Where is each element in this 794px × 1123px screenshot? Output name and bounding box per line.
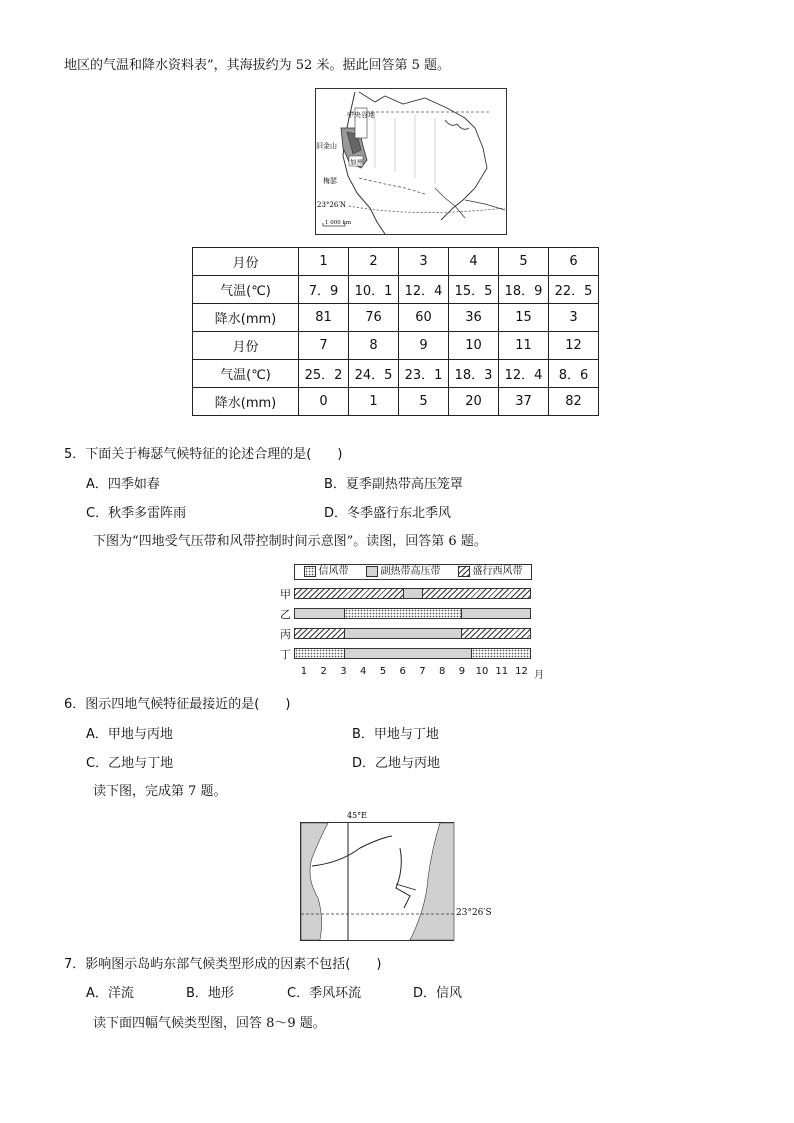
table-cell: 7．9: [299, 276, 349, 304]
central-valley-label: 中央谷地: [347, 111, 375, 119]
table-row: [193, 388, 599, 416]
table-cell: 1: [349, 388, 399, 416]
table-cell: 25．2: [299, 360, 349, 388]
question-5-option-b[interactable]: B．夏季副热带高压笼罩: [324, 477, 463, 492]
belt-row-label: 乙: [280, 608, 291, 621]
climate-table: [192, 247, 599, 416]
california-label: 加州: [350, 158, 363, 166]
table-cell: 15．5: [449, 276, 499, 304]
belt-segment-gray: [403, 589, 423, 598]
legend-swatch-hatch: [458, 566, 470, 577]
island-map: [300, 808, 500, 942]
question-6-stem: 6．图示四地气候特征最接近的是( ): [64, 697, 291, 712]
table-cell: 6: [549, 248, 599, 276]
intro-q7-text: 读下图，完成第 7 题。: [93, 784, 227, 799]
table-row: [193, 304, 599, 332]
belt-row-bar: [294, 648, 531, 659]
row-label-temp: 气温(℃): [193, 276, 299, 304]
table-cell: 8．6: [549, 360, 599, 388]
question-7-option-b[interactable]: B．地形: [186, 986, 234, 1001]
month-tick-label: 9: [458, 666, 466, 677]
month-unit-label: 月: [534, 670, 544, 681]
table-cell: 36: [449, 304, 499, 332]
month-tick-label: 11: [495, 666, 509, 677]
row-label-month: 月份: [193, 332, 299, 360]
belt-segment-hatch: [422, 589, 530, 598]
belt-segment-gray: [344, 629, 462, 638]
tropic-label: 23°26′N: [317, 201, 347, 209]
month-tick-label: 2: [320, 666, 327, 677]
row-label-temp: 气温(℃): [193, 360, 299, 388]
table-cell: 20: [449, 388, 499, 416]
question-6-option-c[interactable]: C．乙地与丁地: [86, 756, 174, 771]
table-cell: 12．4: [399, 276, 449, 304]
table-cell: 8: [349, 332, 399, 360]
table-cell: 3: [549, 304, 599, 332]
belt-segment-dot: [344, 609, 462, 618]
month-tick-label: 5: [379, 666, 387, 677]
north-america-map-figure: [315, 88, 507, 235]
table-cell: 11: [499, 332, 549, 360]
belt-row-bar: [294, 628, 531, 639]
legend-subtropical-high: [366, 565, 441, 579]
question-5-stem: 5．下面关于梅瑟气候特征的论述合理的是( ): [64, 447, 343, 462]
table-row: [193, 360, 599, 388]
table-cell: 0: [299, 388, 349, 416]
month-tick-label: 6: [399, 666, 406, 677]
legend-swatch-gray: [366, 566, 378, 577]
table-cell: 23．1: [399, 360, 449, 388]
question-6-option-a[interactable]: A．甲地与丙地: [86, 727, 173, 742]
table-cell: 37: [499, 388, 549, 416]
month-tick-label: 1: [300, 666, 308, 677]
table-cell: 2: [349, 248, 399, 276]
table-cell: 15: [499, 304, 549, 332]
legend-westerlies: [458, 565, 523, 579]
question-6-option-d[interactable]: D．乙地与丙地: [352, 756, 441, 771]
question-7-option-c[interactable]: C．季风环流: [287, 986, 362, 1001]
table-cell: 9: [399, 332, 449, 360]
belt-row-label: 丁: [280, 648, 291, 661]
table-cell: 10．1: [349, 276, 399, 304]
table-cell: 3: [399, 248, 449, 276]
table-cell: 5: [499, 248, 549, 276]
belt-segment-dot: [295, 649, 344, 658]
table-cell: 82: [549, 388, 599, 416]
table-cell: 22．5: [549, 276, 599, 304]
table-cell: 18．9: [499, 276, 549, 304]
row-label-precip: 降水(mm): [193, 304, 299, 332]
belt-row-bar: [294, 608, 531, 619]
table-cell: 81: [299, 304, 349, 332]
month-tick-label: 12: [515, 666, 528, 677]
table-cell: 12: [549, 332, 599, 360]
intro-q8-text: 读下面四幅气候类型图，回答 8～9 题。: [93, 1016, 326, 1031]
belt-segment-hatch: [295, 629, 344, 638]
question-5-option-c[interactable]: C．秋季多雷阵雨: [86, 506, 187, 521]
belt-legend: [294, 564, 532, 580]
merced-label: 梅瑟: [323, 177, 337, 185]
table-cell: 7: [299, 332, 349, 360]
belt-segment-gray: [344, 649, 471, 658]
scale-label: 1 000 km: [325, 220, 352, 226]
question-5-option-d[interactable]: D．冬季盛行东北季风: [324, 506, 452, 521]
table-cell: 4: [449, 248, 499, 276]
question-7-option-a[interactable]: A．洋流: [86, 986, 134, 1001]
table-row: [193, 248, 599, 276]
month-tick-label: 8: [438, 666, 446, 677]
table-cell: 12．4: [499, 360, 549, 388]
question-7-stem: 7．影响图示岛屿东部气候类型形成的因素不包括( ): [64, 957, 382, 972]
intro-text: 地区的气温和降水资料表”，其海拔约为 52 米。据此回答第 5 题。: [64, 58, 450, 73]
san-francisco-label: 旧金山: [316, 142, 337, 150]
question-7-option-d[interactable]: D．信风: [413, 986, 463, 1001]
belt-segment-dot: [471, 649, 530, 658]
table-cell: 10: [449, 332, 499, 360]
legend-label: 副热带高压带: [380, 566, 441, 577]
north-america-map: [315, 88, 507, 235]
legend-label: 信风带: [318, 566, 349, 577]
longitude-label: 45°E: [347, 811, 368, 820]
belt-row-bar: [294, 588, 531, 599]
table-row: [193, 276, 599, 304]
month-tick-label: 10: [475, 666, 489, 677]
table-row: [193, 332, 599, 360]
month-tick-label: 7: [419, 666, 426, 677]
latitude-label: 23°26′S: [456, 908, 492, 918]
legend-label: 盛行西风带: [472, 566, 523, 577]
table-cell: 1: [299, 248, 349, 276]
belt-segment-hatch: [295, 589, 403, 598]
belt-row-label: 甲: [280, 588, 291, 601]
table-cell: 5: [399, 388, 449, 416]
table-cell: 18．3: [449, 360, 499, 388]
belt-row-label: 丙: [280, 628, 291, 641]
month-tick-label: 3: [340, 666, 347, 677]
legend-swatch-dot: [304, 566, 316, 577]
table-cell: 76: [349, 304, 399, 332]
question-5-option-a[interactable]: A．四季如春: [86, 477, 160, 492]
island-map-figure: [300, 808, 500, 942]
row-label-month: 月份: [193, 248, 299, 276]
intro-q6-text: 下图为“四地受气压带和风带控制时间示意图”。读图，回答第 6 题。: [93, 534, 487, 549]
question-6-option-b[interactable]: B．甲地与丁地: [352, 727, 439, 742]
belt-segment-hatch: [461, 629, 530, 638]
belt-segment-gray: [295, 609, 344, 618]
month-tick-label: 4: [359, 666, 367, 677]
table-cell: 60: [399, 304, 449, 332]
table-cell: 24．5: [349, 360, 399, 388]
legend-trade-wind: [304, 565, 349, 579]
row-label-precip: 降水(mm): [193, 388, 299, 416]
belt-segment-gray: [461, 609, 530, 618]
